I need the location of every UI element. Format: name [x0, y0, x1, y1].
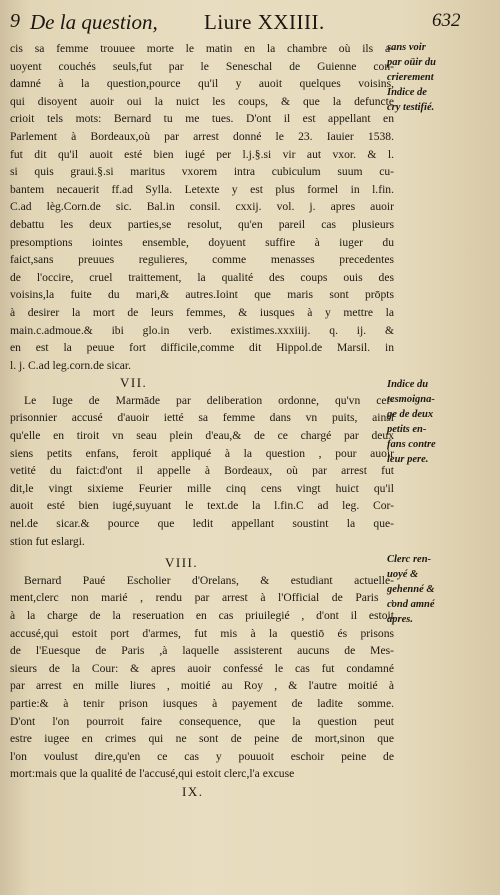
text-line: estre iugee en crimes qui ne sont de peine de mort,sinon que: [10, 732, 394, 746]
margin-note-2: [387, 377, 499, 467]
text-line: sieurs de la Cour: & apres auoir confessé le cas fut condamné: [10, 661, 394, 675]
running-title: De la question,: [30, 10, 158, 34]
book-number: Liure XXIIII.: [204, 10, 325, 34]
text-line: Le Iuge de Marmāde par deliberation ordonne, qu'vn cer-: [24, 393, 394, 407]
text-line: crioit tels mots: Bernard tu me tues. D'ont il est appellant en: [10, 112, 394, 126]
main-text-column: [10, 40, 394, 801]
paragraph-p1: [10, 40, 394, 374]
text-line: presomptions iointes ensemble, doyuent suffire à iuger du: [10, 235, 394, 249]
margin-note-line: uoyé &: [387, 569, 419, 580]
text-line: qui disoyent auoir oui la nuict les coups, & que la defuncte: [10, 94, 394, 108]
text-line: de l'Euesque de Paris ,à laquelle assisterent aucuns de Mes-: [10, 644, 394, 658]
text-line: siens petits enfans, feroit appliqué à la question , pour auoir: [10, 446, 394, 460]
text-line: uoyent couchés seuls,fut par le Seneschal de Guienne con-: [10, 59, 394, 73]
text-line: ment,clerc non marié , rendu par arrest à l'Official de Paris ,: [10, 591, 394, 605]
text-line: prisonnier accusé d'auoir ietté sa femme dans vn puits, ainsi: [10, 411, 394, 425]
text-line: D'ont l'on pourroit faire consequence, que la question peut: [10, 714, 394, 728]
text-line: accusé,qui estoit port d'armes, fut mis à la questiō és prisons: [10, 626, 394, 640]
section-heading-vii: VII.: [120, 375, 148, 391]
text-line: si quis graui.§.si maritus vxorem intra cubiculum suum cu-: [10, 165, 394, 179]
margin-note-1: [387, 40, 499, 115]
margin-note-line: ge de deux: [387, 409, 434, 420]
text-line: stion fut eslargi.: [10, 534, 85, 548]
text-line: C.ad lèg.Corn.de sic. Bal.in consil. cxxij. vol. j. apres auoir: [10, 200, 394, 214]
text-line: à desirer la mort de leurs femmes, & iusques à y mettre la: [10, 305, 394, 319]
text-line: vetité du faict:d'ont il appelle à Bordeaux, où par arrest fut: [10, 464, 394, 478]
folio-number: 632: [432, 10, 461, 31]
margin-note-line: petits en-: [387, 424, 427, 435]
margin-note-line: par oüir du: [387, 57, 437, 68]
text-line: dit,le vingt sixieme Feurier mille cinq cens vingt huict qu'il: [10, 481, 394, 495]
page-number: 9: [10, 10, 20, 32]
margin-note-line: fans contre: [387, 439, 436, 450]
margin-note-line: crierement: [387, 72, 434, 83]
text-line: Bernard Paué Escholier d'Orelans, & estudiant actuelle-: [24, 573, 394, 587]
paragraph-p3: [10, 572, 394, 783]
text-line: faict,sans preuues regulieres, comme menasses precedentes: [10, 253, 394, 267]
text-line: à la charge de la reseruation en cas priuilegié , d'ont il estoit: [10, 609, 394, 622]
paragraph-p2: [10, 392, 394, 550]
text-line: bantem necauerit ff.ad Sylla. Letexte y est plus formel in l.fin.: [10, 182, 394, 196]
running-header: [6, 10, 476, 36]
text-line: l. j. C.ad leg.corn.de sicar.: [10, 358, 132, 372]
margin-note-line: cond amné: [387, 599, 435, 610]
text-line: par arrest en mille liures , moitié au Roy , & l'autre moitié à: [10, 679, 394, 693]
text-line: de l'occire, cruel traittement, la qualité des coups ouis des: [10, 270, 394, 284]
margin-note-line: cry testifié.: [387, 102, 435, 113]
text-line: damné à la question,pource qu'il y auoit quelques voisins,: [10, 77, 394, 91]
margin-note-line: leur pere.: [387, 454, 429, 465]
text-line: auoit esté bien iugé,suyuant le text.de la l.fin.C ad leg. Cor-: [10, 499, 394, 513]
margin-note-line: Indice de: [387, 87, 427, 98]
margin-note-line: Indice du: [387, 379, 429, 390]
text-line: fut dit qu'il auoit esté bien iugé per l.j.§.si vir aut vxor. & l.: [10, 147, 394, 161]
text-line: en est la peuue fort difficile,comme dit Hippol.de Marsil. in: [10, 341, 394, 355]
text-line: Parlement à Bordeaux,où par arrest donné le 23. Iauier 1538.: [10, 129, 394, 143]
margin-note-line: apres.: [387, 614, 413, 625]
margin-note-3: [387, 552, 499, 627]
text-line: mort:mais que la qualité de l'accusé,qui estoit clerc,l'a excuse: [10, 767, 295, 781]
margin-note-line: Clerc ren-: [387, 554, 432, 565]
section-heading-viii: VIII.: [165, 555, 199, 571]
text-line: cis sa femme trouuee morte le matin en la chambre où ils a-: [10, 42, 394, 55]
section-heading-ix: IX.: [182, 783, 204, 799]
text-line: debattu les deux parties,se resolut, qu'en pareil cas plusieurs: [10, 217, 394, 231]
margin-note-line: gehenné &: [387, 584, 435, 595]
text-line: main.c.admoue.& ibi glo.in verb. existimes.xxxiiij. q. ij. &: [10, 323, 394, 337]
text-line: partie:& à tenir prison iusques à payement de ladite somme.: [10, 696, 394, 710]
text-line: l'on voulust dire,qu'en ce cas y pouuoit eschoir peine de: [10, 749, 394, 763]
margin-note-line: tesmoigna-: [387, 394, 435, 405]
text-line: voisins,la fuite du mari,& autres.Ioint que maris sont prōpts: [10, 288, 394, 302]
text-line: nel.de sicar.& pource que ledit appellant soustint la que-: [10, 517, 394, 531]
margin-note-line: sans voir: [387, 42, 426, 53]
text-line: qu'elle en tiroit vn seau plein d'eau,& de ce chargé par deux: [10, 429, 394, 443]
